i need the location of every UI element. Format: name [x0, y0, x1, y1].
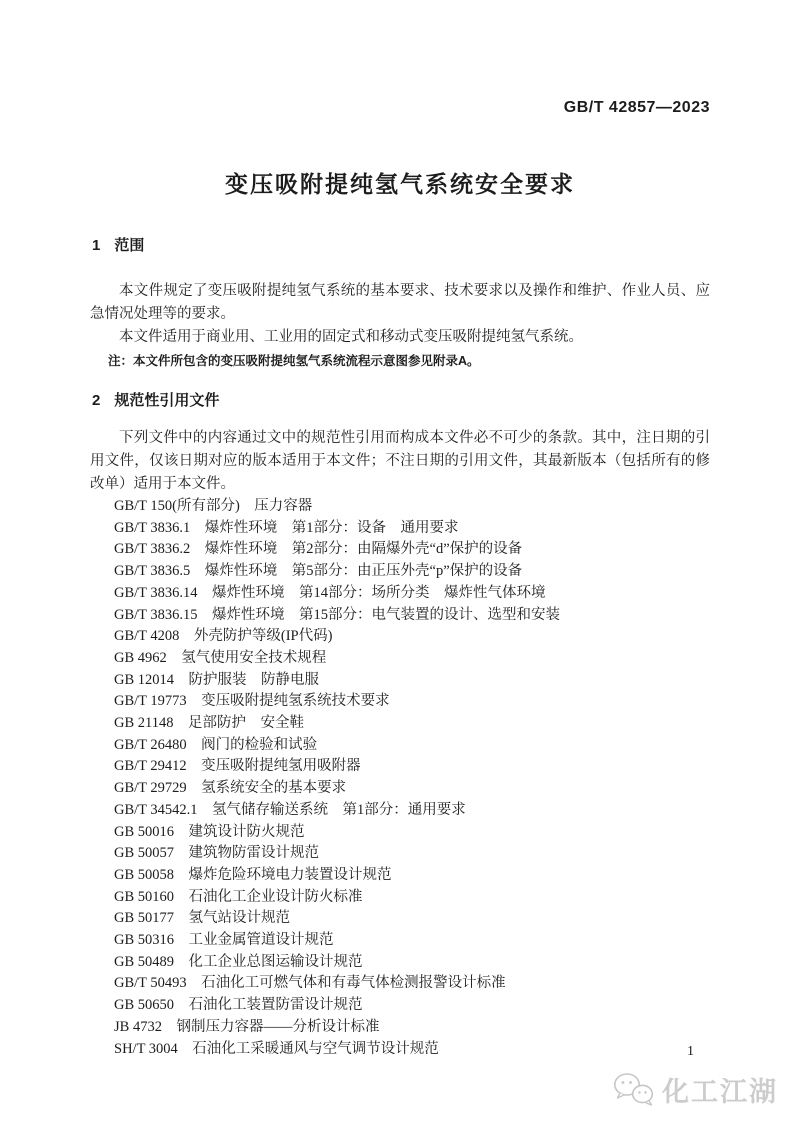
page-number: 1 — [687, 1044, 694, 1059]
reference-item: GB/T 19773 变压吸附提纯氢系统技术要求 — [114, 693, 390, 710]
section-2-number: 2 — [92, 392, 101, 409]
section-scope — [90, 236, 710, 370]
reference-item: GB/T 3836.14 爆炸性环境 第14部分：场所分类 爆炸性气体环境 — [114, 584, 546, 601]
reference-item: GB/T 4208 外壳防护等级(IP代码) — [114, 628, 333, 645]
doc-title: 变压吸附提纯氢气系统安全要求 — [225, 171, 575, 197]
reference-item: GB 50058 爆炸危险环境电力装置设计规范 — [114, 866, 392, 883]
reference-item: GB 50057 建筑物防雷设计规范 — [114, 845, 320, 862]
scope-paragraph-1: 本文件规定了变压吸附提纯氢气系统的基本要求、技术要求以及操作和维护、作业人员、应急情况处理等的要求。 — [90, 283, 710, 322]
reference-list — [90, 496, 710, 1060]
reference-item: GB/T 50493 石油化工可燃气体和有毒气体检测报警设计标准 — [114, 975, 506, 992]
scope-note: 注：本文件所包含的变压吸附提纯氢气系统流程示意图参见附录A。 — [108, 354, 480, 368]
section-2-title: 规范性引用文件 — [114, 392, 220, 409]
reference-item: GB/T 34542.1 氢气储存输送系统 第1部分：通用要求 — [114, 801, 466, 818]
references-intro-paragraph: 下列文件中的内容通过文中的规范性引用而构成本文件必不可少的条款。其中，注日期的引用文件，仅该日期对应的版本适用于本文件；不注日期的引用文件，其最新版本（包括所有的修改单）适用于本文件。 — [90, 430, 710, 492]
chat-bubbles-icon — [613, 1072, 655, 1111]
reference-item: GB/T 3836.1 爆炸性环境 第1部分：设备 通用要求 — [114, 519, 459, 536]
reference-item: GB/T 3836.2 爆炸性环境 第2部分：由隔爆外壳“d”保护的设备 — [114, 541, 523, 558]
reference-item: GB 21148 足部防护 安全鞋 — [114, 715, 304, 732]
doc-number: GB/T 42857—2023 — [563, 99, 710, 116]
reference-item: GB/T 29729 氢系统安全的基本要求 — [114, 780, 347, 797]
reference-item: GB/T 3836.5 爆炸性环境 第5部分：由正压外壳“p”保护的设备 — [114, 563, 523, 580]
reference-item: GB/T 3836.15 爆炸性环境 第15部分：电气装置的设计、选型和安装 — [114, 606, 561, 623]
reference-item: GB 4962 氢气使用安全技术规程 — [114, 649, 327, 666]
reference-item: GB/T 150(所有部分) 压力容器 — [114, 498, 313, 514]
watermark-label: 化工江湖 — [662, 1076, 778, 1107]
watermark — [613, 1072, 778, 1111]
section-2-heading — [92, 391, 710, 411]
reference-item: GB 12014 防护服装 防静电服 — [114, 671, 320, 688]
reference-item: JB 4732 钢制压力容器——分析设计标准 — [114, 1018, 380, 1035]
reference-item: GB 50016 建筑设计防火规范 — [114, 823, 305, 840]
reference-item: GB/T 26480 阀门的检验和试验 — [114, 736, 318, 753]
reference-item: GB/T 29412 变压吸附提纯氢用吸附器 — [114, 758, 361, 775]
reference-item: GB 50489 化工企业总图运输设计规范 — [114, 953, 363, 970]
section-1-heading — [92, 236, 710, 256]
reference-item: SH/T 3004 石油化工采暖通风与空气调节设计规范 — [114, 1040, 439, 1057]
reference-item: GB 50177 氢气站设计规范 — [114, 910, 291, 927]
doc-header — [90, 98, 710, 117]
section-1-title: 范围 — [114, 237, 145, 254]
section-normative-references — [90, 391, 710, 1060]
reference-item: GB 50650 石油化工装置防雷设计规范 — [114, 997, 363, 1014]
section-1-number: 1 — [92, 237, 101, 254]
reference-item: GB 50160 石油化工企业设计防火标准 — [114, 888, 363, 905]
reference-item: GB 50316 工业金属管道设计规范 — [114, 932, 334, 949]
scope-paragraph-2: 本文件适用于商业用、工业用的固定式和移动式变压吸附提纯氢气系统。 — [119, 329, 583, 345]
